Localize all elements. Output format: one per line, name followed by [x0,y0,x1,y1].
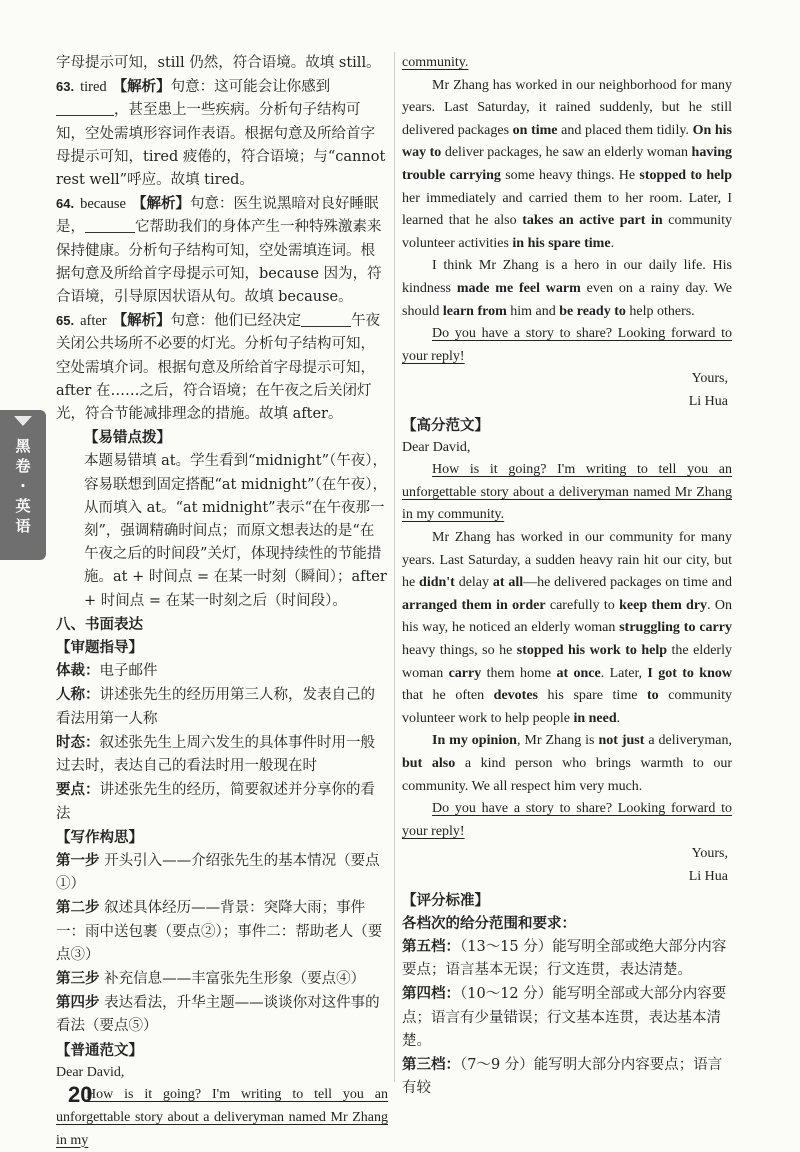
score-item-value: （13～15 分）能写明全部或绝大部分内容要点；语言基本无误；行文连贯，表达清楚。 [402,938,727,979]
text-run: . [616,710,621,726]
plan-item-value: 表达看法，升华主题——谈谈你对这件事的看法（要点⑤） [56,995,380,1035]
essay-paragraph [402,255,732,323]
score-title: 【评分标准】 [402,891,489,909]
plan-item-value: 开头引入——介绍张先生的基本情况（要点①） [56,852,380,893]
text-run: a kind person who brings warmth to our community. We all respect him very much. [402,756,733,794]
key-phrase: to [646,688,659,704]
explanation: 句意：医生说黑暗对良好睡眠是 [56,196,379,236]
guide-item [56,778,388,825]
text-run: Mr Zhang has worked in our neighborhood for many years. Last Saturday, it rained suddenly, but he still delivered packages [402,77,732,138]
text-run: and placed them tidily. [557,122,693,138]
triangle-icon [14,416,32,426]
essay-paragraph [402,75,732,256]
text-run: even on a rainy day. We should [402,280,733,319]
left-column [56,52,388,1152]
score-item [402,1053,732,1100]
page-number: 20 [68,1082,93,1107]
key-phrase: didn't [419,575,455,591]
essay-paragraph: Do you have a story to share? Looking forward to your reply! [402,326,732,364]
text-run: , Mr Zhang is [516,733,599,749]
plan-item [56,896,388,967]
mistake-text: 本题易错填 at。学生看到“midnight”（午夜），容易联想到固定搭配“at midnight”（在午夜），从而填入 at。“at midnight”表示“在午夜那一刻”，强调精确时间点；而原文想表达的是“在午夜之后的时间段”关灯，体现持续性的节能措施。at + 时间点 = 在某一时刻（瞬间）；after + 时间点 = 在某一时刻之后（时间段）。 [84,453,387,609]
score-item [402,935,732,982]
plan-list [56,849,388,1039]
text-run: Mr Zhang has worked in our community for many years. Last Saturday, a sudden heavy rain hit our city, but he [402,530,732,591]
plan-item [56,849,388,896]
side-tab-label [0,436,46,536]
guide-title: 【审题指导】 [56,639,143,657]
score-intro: 各档次的给分范围和要求： [402,914,576,932]
blank-line [301,312,351,327]
answer-65 [56,309,388,426]
text-line: 字母提示可知，still 仍然，符合语境。故填 still。 [56,55,381,71]
greeting: Dear David, [402,439,471,455]
plan-title: 【写作构思】 [56,828,143,846]
key-phrase: in his spare time [512,235,611,251]
blank-line [56,101,114,116]
explanation: ，甚至患上一些疾病。分析句子结构可知，空处需填形容词作表语。根据句意及所给首字母提示可知，tired 疲倦的，符合语境；与“cannot rest well”呼应。故填 tired。 [56,102,386,189]
answer-word: because [80,196,126,213]
score-item-key: 第三档： [402,1056,460,1073]
key-phrase: devotes [493,688,538,704]
key-phrase: at all [492,575,524,591]
key-phrase: on time [512,122,558,138]
guide-item [56,731,388,778]
key-phrase: takes an active part in [522,213,663,229]
normal-essay-title: 【普通范文】 [56,1041,143,1059]
plan-item [56,991,388,1038]
signature-closing: Yours, [691,371,728,387]
plan-item-key: 第一步 [56,851,100,869]
guide-item-value: 电子邮件 [99,663,158,680]
guide-item [56,659,388,683]
key-phrase: but also [402,756,456,772]
side-tab-char: 语 [15,517,31,535]
side-tab-char: · [20,477,26,495]
mistake-block [56,426,388,613]
guide-item-key: 要点： [56,781,100,799]
section-heading: 八、书面表达 [56,615,143,633]
guide-item [56,683,388,730]
text-run: her immediately and carried them to her room. Later, I learned that he also [402,190,732,229]
answer-63 [56,75,388,192]
mistake-title: 【易错点拨】 [84,429,171,447]
text-run: a deliveryman, [644,733,733,749]
text-run: the elderly woman [402,643,732,681]
key-phrase: having trouble carrying [402,145,732,183]
text-run: —he delivered packages on time and [523,575,732,591]
text-run: some heavy things. He [500,167,640,183]
key-phrase: arranged them in order [402,597,546,613]
key-phrase: I got to know [647,665,732,681]
explanation: 句意：这可能会让你感到 [170,79,331,96]
score-list [402,935,732,1100]
score-item [402,982,732,1053]
key-phrase: in need [573,710,617,726]
text-run: delay [454,575,493,591]
text-run: . Later, [600,665,648,681]
text-run: that he often [402,688,494,704]
analysis-tag: 【解析】 [112,78,171,96]
question-number: 65. [56,313,75,329]
key-phrase: stopped his work to help [516,643,668,659]
key-phrase: carry [448,665,482,681]
key-phrase: stopped to help [639,167,732,183]
guide-item-key: 时态： [56,733,100,751]
side-tab-char: 英 [15,497,31,515]
plan-item-value: 补充信息——丰富张先生形象（要点④） [99,970,366,987]
key-phrase: In my opinion [432,733,517,749]
guide-item-key: 人称： [56,686,100,704]
score-item-key: 第四档： [402,985,460,1003]
plan-item-value: 叙述具体经历——背景：突降大雨；事件一：雨中送包裹（要点②）；事件二：帮助老人（要点③） [56,900,383,963]
side-tab-char: 卷 [15,457,31,475]
answer-word: tired [80,79,107,96]
text-run: I think Mr Zhang is a hero in our daily life. His kindness [402,258,732,296]
blank-line [85,218,135,233]
guide-item-value: 讲述张先生的经历用第三人称，发表自己的看法用第一人称 [56,687,375,727]
question-number: 63. [56,79,75,95]
score-item-key: 第五档： [402,937,460,955]
essay-paragraph: How is it going? I'm writing to tell you an unforgettable story about a deliveryman named Mr Zhang in my [56,1087,388,1148]
answer-word: after [80,313,107,330]
analysis-tag: 【解析】 [112,312,171,330]
explanation: 午夜关闭公共场所不必要的灯光。分析句子结构可知，空处需填介词。根据句意及所给首字母提示可知，after 在……之后，符合语境；在午夜之后关闭灯光，符合节能减排理念的措施。故填 after。 [56,313,381,423]
essay-paragraph: How is it going? I'm writing to tell you an unforgettable story about a deliveryman named Mr Zhang in my community. [402,462,732,523]
essay-paragraph [402,527,732,730]
text-run: community volunteer activities [402,213,733,251]
guide-item-value: 讲述张先生的经历，简要叙述并分享你的看法 [56,782,375,822]
side-tab [0,410,46,560]
key-phrase: at once [556,665,601,681]
text-run: heavy things, so he [402,643,517,659]
analysis-tag: 【解析】 [131,195,190,213]
plan-item-key: 第四步 [56,994,100,1012]
text-run: . On his way, he noticed an elderly woman [402,597,732,636]
greeting: Dear David, [56,1064,125,1080]
text-run: community volunteer work to help people [402,688,732,726]
side-tab-char: 黑 [15,437,31,455]
text-run: help others. [625,303,695,319]
essay-paragraph [402,730,732,798]
key-phrase: be ready to [559,303,626,319]
key-phrase: made me feel warm [456,280,581,296]
key-phrase: On his way to [402,122,733,161]
signature-name: Li Hua [688,868,728,884]
text-run: his spare time [537,688,647,704]
explanation: 它帮助我们的身体产生一种特殊激素来保持健康。分析句子结构可知，空处需填连词。根据句意及所给首字母提示可知，because 因为，符合语境，引导原因状语从句。故填 because。 [56,219,382,306]
text-run: carefully to [545,597,620,613]
score-item-value: （7～9 分）能写明大部分内容要点；语言有较 [402,1057,723,1097]
text-run: him and [506,303,560,319]
column-divider [394,52,395,1082]
essay-paragraph: community. [402,55,469,70]
answer-64: 64. because 【解析】句意：医生说黑暗对良好睡眠是， 它帮助我们的身体产生一种特殊激素来保持健康。分析句子结构可知，空处需填连词。根据句意及所给首字母提示可知，because 因为，符合语境，引导原因状语从句。故填 because。 [56,195,382,306]
key-phrase: learn from [442,303,507,319]
key-phrase: not just [598,733,645,749]
text-run: them home [481,665,557,681]
text-run: deliver packages, he saw an elderly woman [441,145,692,161]
question-number: 64. [56,196,75,212]
essay-paragraph: Do you have a story to share? Looking forward to your reply! [402,801,732,839]
signature-closing: Yours, [691,846,728,862]
guide-item-key: 体裁： [56,662,100,680]
plan-item [56,967,388,991]
text-run: . [610,235,615,251]
explanation: 句意：他们已经决定 [170,313,302,330]
signature-name: Li Hua [688,393,728,409]
guide-list [56,659,388,825]
plan-item-key: 第二步 [56,899,100,917]
key-phrase: struggling to carry [619,620,732,636]
right-column [402,52,732,1100]
key-phrase: keep them dry [619,597,708,613]
plan-item-key: 第三步 [56,969,100,987]
score-item-value: （10～12 分）能写明全部或大部分内容要点；语言有少量错误；行文基本连贯，表达基本清楚。 [402,986,727,1049]
guide-item-value: 叙述张先生上周六发生的具体事件时用一般过去时，表达自己的看法时用一般现在时 [56,734,375,775]
high-essay-title: 【高分范文】 [402,416,489,434]
